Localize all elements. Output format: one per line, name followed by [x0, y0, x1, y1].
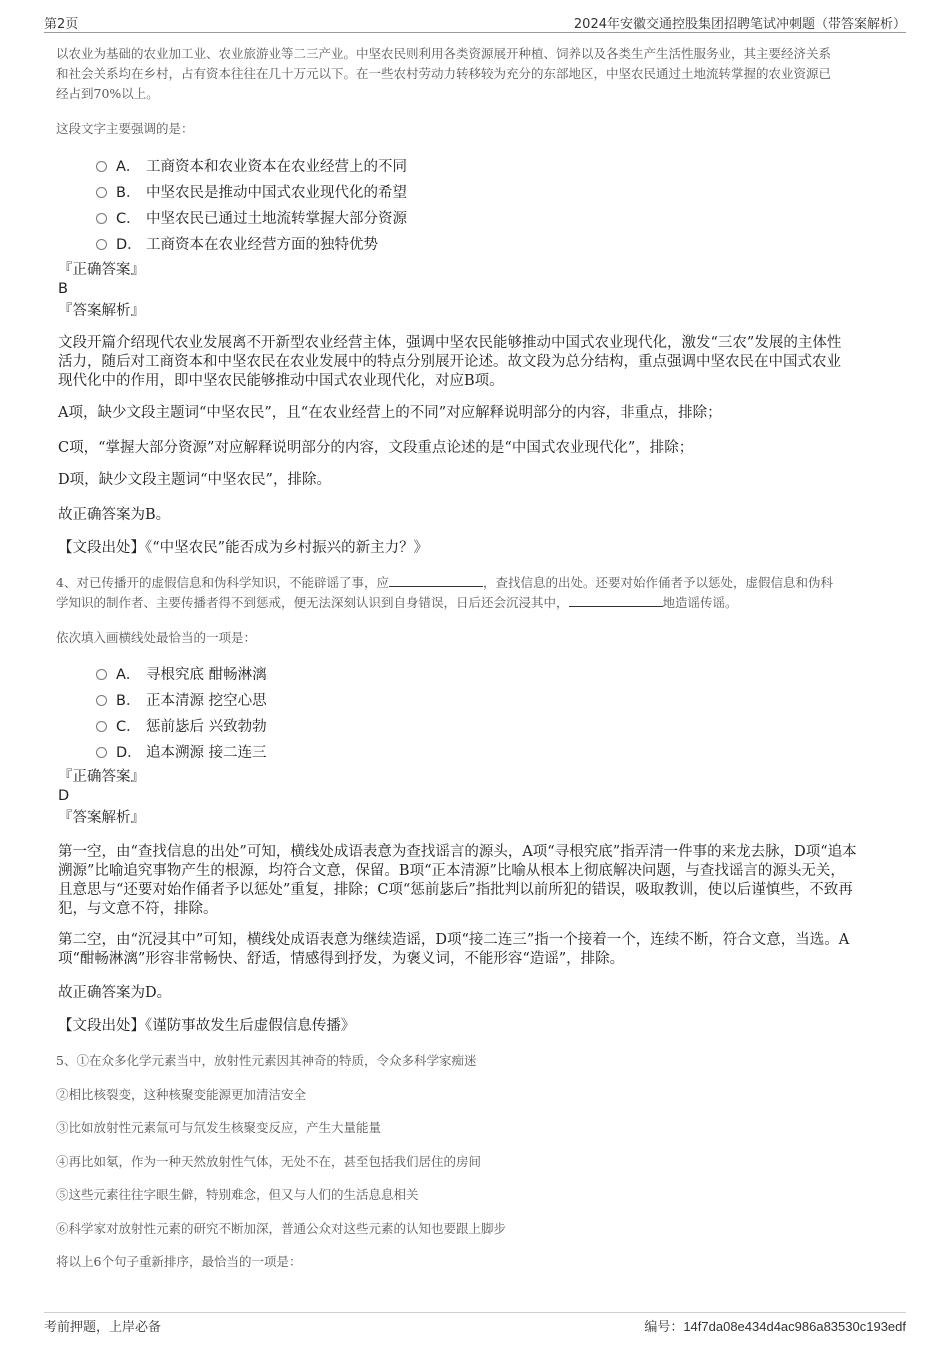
document-code: 编号：14f7da08e434d4ac986a83530c193edf: [644, 1319, 906, 1335]
analysis-option-c: C项，“掌握大部分资源”对应解释说明部分的内容，文段重点论述的是“中国式农业现代化”，排除；: [58, 440, 694, 456]
sentence-item: ④再比如氡，作为一种天然放射性气体，无处不在，甚至包括我们居住的房间: [56, 1154, 482, 1169]
analysis-line: 第一空，由“查找信息的出处”可知，横线处成语表意为查找谣言的源头，A项“寻根究底”指弄清一件事的来龙去脉，D项“追本: [58, 844, 857, 860]
analysis-line: 溯源”比喻追究事物产生的根源，均符合文意，保留。B项“正本清源”比喻从根本上彻底解决问题，与查找谣言的源头无关，: [58, 863, 845, 879]
analysis-line: 且意思与“还要对始作俑者予以惩处”重复，排除；C项“惩前毖后”指批判以前所犯的错误，吸取教训，使以后谨慎些，不致再: [58, 882, 853, 898]
option-b[interactable]: B． 正本清源 挖空心思: [96, 689, 267, 710]
radio-icon[interactable]: [96, 747, 107, 758]
question-prompt: 将以上6个句子重新排序，最恰当的一项是：: [56, 1254, 302, 1269]
option-a[interactable]: A． 寻根究底 酣畅淋漓: [96, 663, 267, 684]
conclusion: 故正确答案为B。: [58, 507, 171, 523]
fill-blank: [569, 593, 663, 607]
page-header: [44, 10, 906, 33]
passage-line: 和社会关系均在乡村，占有资本往往在几十万元以下。在一些农村劳动力转移较为充分的东部地区，中坚农民通过土地流转掌握的农业资源已: [56, 66, 832, 81]
sentence-item: ⑤这些元素往往字眼生僻，特别难念，但又与人们的生活息息相关: [56, 1187, 419, 1202]
analysis-label: 『答案解析』: [58, 810, 145, 826]
page-number: 第2页: [44, 17, 79, 32]
question-stem: 4、对已传播开的虚假信息和伪科学知识，不能辟谣了事，应 ，查找信息的出处。还要对始作俑者予以惩处，虚假信息和伪科: [56, 575, 833, 590]
radio-icon[interactable]: [96, 161, 107, 172]
analysis-label: 『答案解析』: [58, 303, 145, 319]
sentence-item: ③比如放射性元素氚可与氘发生核聚变反应，产生大量能量: [56, 1120, 382, 1135]
document-title: 2024年安徽交通控股集团招聘笔试冲刺题（带答案解析）: [573, 17, 906, 32]
analysis-line: 文段开篇介绍现代农业发展离不开新型农业经营主体，强调中坚农民能够推动中国式农业现代化，激发“三农”发展的主体性: [58, 335, 842, 351]
option-c[interactable]: C． 惩前毖后 兴致勃勃: [96, 715, 267, 736]
option-d[interactable]: D． 追本溯源 接二连三: [96, 741, 267, 762]
analysis-line: 犯，与文意不符，排除。: [58, 901, 218, 917]
option-c[interactable]: C． 中坚农民已通过土地流转掌握大部分资源: [96, 207, 407, 228]
radio-icon[interactable]: [96, 187, 107, 198]
sentence-item: ②相比核裂变，这种核聚变能源更加清洁安全: [56, 1087, 307, 1102]
question-prompt: 这段文字主要强调的是：: [56, 121, 194, 136]
option-a[interactable]: A． 工商资本和农业资本在农业经营上的不同: [96, 155, 407, 176]
analysis-line: 活力，随后对工商资本和中坚农民在农业发展中的特点分别展开论述。故文段为总分结构，重点强调中坚农民在中国式农业: [58, 354, 841, 370]
analysis-line: 现代化中的作用，即中坚农民能够推动中国式农业现代化，对应B项。: [58, 373, 504, 389]
question-stem: 学知识的制作者、主要传播者得不到惩戒，便无法深刻认识到自身错误，日后还会沉浸其中， 地造谣传谣。: [56, 595, 738, 610]
radio-icon[interactable]: [96, 213, 107, 224]
option-d[interactable]: D． 工商资本在农业经营方面的独特优势: [96, 233, 378, 254]
analysis-option-a: A项，缺少文段主题词“中坚农民”，且“在农业经营上的不同”对应解释说明部分的内容，非重点，排除；: [58, 405, 722, 421]
sentence-item: 5、①在众多化学元素当中，放射性元素因其神奇的特质，令众多科学家痴迷: [56, 1053, 477, 1068]
passage-line: 经占到70%以上。: [56, 86, 159, 101]
analysis-line: 第二空，由“沉浸其中”可知，横线处成语表意为继续造谣，D项“接二连三”指一个接着一个，连续不断，符合文意，当选。A: [58, 932, 850, 948]
passage-source: 【文段出处】《“中坚农民”能否成为乡村振兴的新主力？》: [58, 540, 429, 556]
answer-value: D: [58, 788, 70, 804]
passage-line: 以农业为基础的农业加工业、农业旅游业等二三产业。中坚农民则利用各类资源展开种植、饲养以及各类生产生活性服务业，其主要经济关系: [56, 46, 832, 61]
fill-blank: [389, 573, 483, 587]
answer-label: 『正确答案』: [58, 262, 145, 278]
radio-icon[interactable]: [96, 669, 107, 680]
question-prompt: 依次填入画横线处最恰当的一项是：: [56, 630, 257, 645]
analysis-option-d: D项，缺少文段主题词“中坚农民”，排除。: [58, 472, 331, 488]
conclusion: 故正确答案为D。: [58, 985, 172, 1001]
sentence-item: ⑥科学家对放射性元素的研究不断加深，普通公众对这些元素的认知也要跟上脚步: [56, 1221, 507, 1236]
radio-icon[interactable]: [96, 721, 107, 732]
option-b[interactable]: B． 中坚农民是推动中国式农业现代化的希望: [96, 181, 407, 202]
answer-value: B: [58, 281, 68, 297]
radio-icon[interactable]: [96, 239, 107, 250]
page-footer: [44, 1312, 906, 1335]
footer-slogan: 考前押题，上岸必备: [44, 1320, 162, 1335]
passage-source: 【文段出处】《谨防事故发生后虚假信息传播》: [58, 1018, 356, 1034]
radio-icon[interactable]: [96, 695, 107, 706]
answer-label: 『正确答案』: [58, 769, 145, 785]
analysis-line: 项“酣畅淋漓”形容非常畅快、舒适，情感得到抒发，为褒义词，不能形容“造谣”，排除。: [58, 951, 625, 967]
